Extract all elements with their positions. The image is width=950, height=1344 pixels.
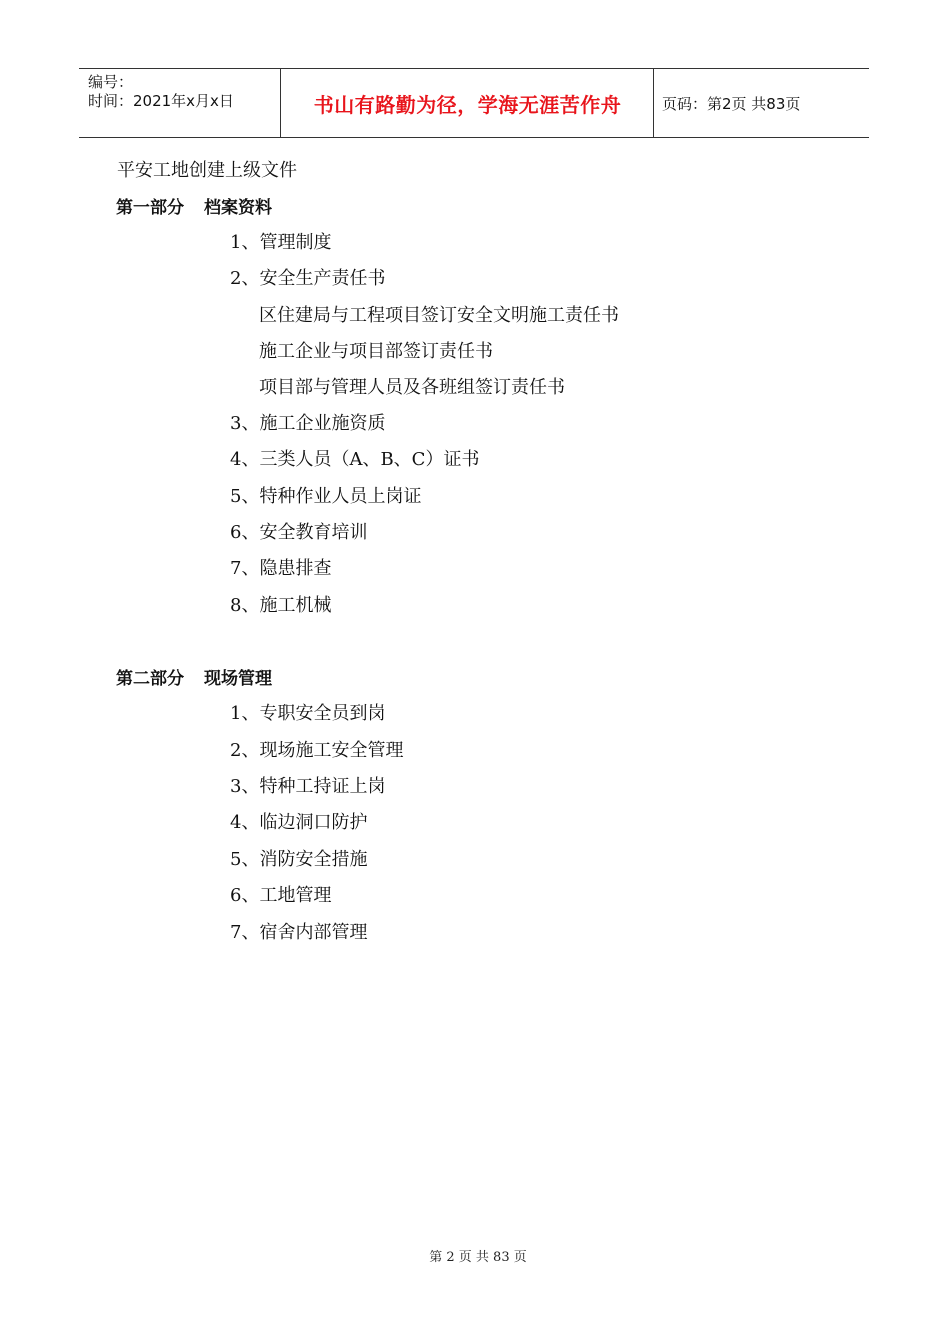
list-subitem: 项目部与管理人员及各班组签订责任书 xyxy=(259,377,565,398)
list-item: 1、专职安全员到岗 xyxy=(230,703,386,724)
list-item: 8、施工机械 xyxy=(230,595,332,616)
part2-heading xyxy=(116,668,272,690)
list-item: 2、现场施工安全管理 xyxy=(230,740,404,761)
number-label: 编号： xyxy=(88,73,134,91)
list-item: 3、施工企业施资质 xyxy=(230,413,386,434)
header-page-info: 页码：第2页 共83页 xyxy=(662,94,801,113)
list-subitem: 区住建局与工程项目签订安全文明施工责任书 xyxy=(259,305,619,326)
list-item: 3、特种工持证上岗 xyxy=(230,776,386,797)
part2-label: 第二部分 xyxy=(116,669,184,689)
time-label: 时间：2021年x月x日 xyxy=(88,92,234,110)
list-item: 7、宿舍内部管理 xyxy=(230,922,368,943)
list-item: 6、安全教育培训 xyxy=(230,522,368,543)
list-item: 5、特种作业人员上岗证 xyxy=(230,486,422,507)
header-motto: 书山有路勤为径，学海无涯苦作舟 xyxy=(313,92,622,117)
list-item: 1、管理制度 xyxy=(230,232,332,253)
doc-title: 平安工地创建上级文件 xyxy=(117,160,297,181)
list-item: 7、隐患排查 xyxy=(230,558,332,579)
part1-heading xyxy=(116,197,272,219)
header-meta xyxy=(88,73,234,111)
list-item: 4、三类人员（A、B、C）证书 xyxy=(230,449,480,470)
header-table xyxy=(79,68,869,138)
list-subitem: 施工企业与项目部签订责任书 xyxy=(259,341,493,362)
part1-label: 第一部分 xyxy=(116,198,184,218)
part1-name: 档案资料 xyxy=(204,198,272,218)
page-footer: 第 2 页 共 83 页 xyxy=(429,1250,527,1265)
list-item: 4、临边洞口防护 xyxy=(230,812,368,833)
list-item: 6、工地管理 xyxy=(230,885,332,906)
part2-name: 现场管理 xyxy=(204,669,272,689)
list-item: 2、安全生产责任书 xyxy=(230,268,386,289)
list-item: 5、消防安全措施 xyxy=(230,849,368,870)
